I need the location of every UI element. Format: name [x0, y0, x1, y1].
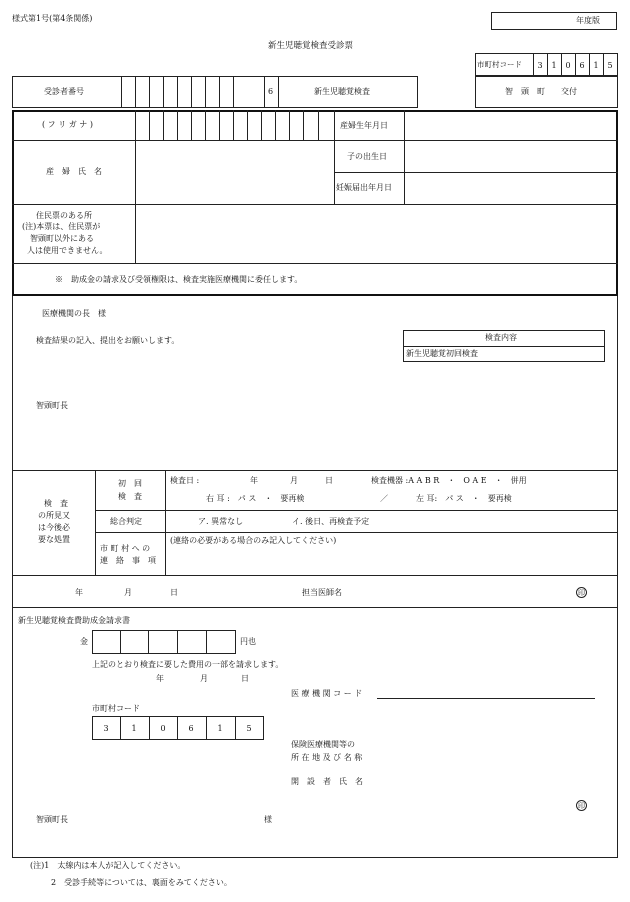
- form-number: 様式第1号(第4条関係): [12, 14, 93, 23]
- exam-content-value: 新生児聴覚初回検査: [406, 349, 478, 358]
- edition-label: 年度版: [576, 16, 600, 25]
- note-2: 2 受診手続等については、裏面をみてください。: [51, 878, 232, 887]
- claim-muni-code-box: [92, 716, 264, 740]
- muni-code-label: 市町村コード: [477, 60, 522, 69]
- right-ear-result: 右 耳 : パ ス ・ 要再検: [206, 494, 305, 503]
- doctor-name-label: 担当医師名: [302, 588, 342, 597]
- findings-side-label: の所見又: [38, 511, 70, 520]
- exam-content-title: 検査内容: [485, 333, 517, 342]
- amount-box: [92, 630, 236, 654]
- request-sender: 智頭町長: [36, 401, 68, 410]
- muni-code-digit: 3: [537, 61, 543, 70]
- request-body: 検査結果の記入、提出をお願いします。: [36, 336, 180, 345]
- claim-statement: 上記のとおり検査に要した費用の一部を請求します。: [92, 660, 284, 669]
- left-ear-result: 左 耳: パ ス ・ 要再検: [416, 494, 512, 503]
- claim-month: 月: [200, 674, 208, 683]
- exam-date-day: 日: [325, 476, 333, 485]
- note-1: (注)1 太線内は本人が記入してください。: [30, 861, 186, 870]
- claim-title: 新生児聴覚検査費助成金請求書: [18, 616, 130, 625]
- muni-code-digit: 1: [551, 61, 557, 70]
- birthdate-label: 産婦生年月日: [340, 121, 388, 130]
- muni-code-digit: 0: [565, 61, 571, 70]
- pregnancy-report-label: 妊娠届出年月日: [336, 183, 392, 192]
- address-note: (注)本票は、住民票が: [22, 222, 101, 231]
- amount-prefix: 金: [80, 637, 88, 646]
- claim-day: 日: [241, 674, 249, 683]
- ear-separator: ／: [380, 494, 388, 503]
- judgement-option-a: ア. 異常なし: [198, 517, 244, 526]
- institution-code-label: 医 療 機 関 コ ー ド: [291, 689, 363, 698]
- muni-code-digit: 5: [607, 61, 613, 70]
- exam-device-options: 検査機器 :A A B R ・ O A E ・ 併用: [371, 476, 527, 485]
- address-note: 人は使用できません。: [27, 246, 108, 255]
- muni-code-digit: 1: [593, 61, 599, 70]
- child-birth-label: 子の出生日: [347, 152, 387, 161]
- claim-muni-code-digit: 3: [103, 724, 109, 733]
- examinee-number-prefix: 6: [268, 87, 274, 96]
- issuer-label: 智 頭 町 交付: [505, 87, 577, 96]
- contact-label: 連 絡 事 項: [100, 556, 156, 565]
- claim-muni-code-label: 市町村コード: [92, 704, 140, 713]
- muni-code-digit: 6: [579, 61, 585, 70]
- examinee-number-label: 受診者番号: [44, 87, 84, 96]
- exam-name: 新生児聴覚検査: [314, 87, 370, 96]
- address-note: 智頭町以外にある: [30, 234, 94, 243]
- request-addressee: 医療機関の長 様: [42, 309, 106, 318]
- claim-year: 年: [156, 674, 164, 683]
- findings-side-label: は今後必: [38, 523, 70, 532]
- sign-month: 月: [124, 588, 132, 597]
- furigana-label: ( フ リ ガ ナ ): [42, 120, 93, 129]
- findings-side-label: 検 査: [44, 499, 68, 508]
- judgement-label: 総合判定: [110, 517, 142, 526]
- sign-day: 日: [170, 588, 178, 597]
- claim-sama: 様: [264, 815, 272, 824]
- institution-name-label: 所 在 地 及 び 名 称: [291, 753, 363, 762]
- founder-name-label: 開 設 者 氏 名: [291, 777, 363, 786]
- claim-muni-code-digit: 5: [246, 724, 252, 733]
- claim-addressee: 智頭町長: [36, 815, 68, 824]
- institution-name-label: 保険医療機関等の: [291, 740, 355, 749]
- claim-muni-code-digit: 1: [131, 724, 137, 733]
- initial-exam-label: 初 回: [118, 479, 142, 488]
- institution-code-line: [377, 698, 595, 699]
- claim-muni-code-digit: 0: [160, 724, 166, 733]
- exam-date-month: 月: [290, 476, 298, 485]
- form-title: 新生児聴覚検査受診票: [268, 41, 354, 51]
- applicant-section: [12, 110, 618, 296]
- findings-side-label: 要な処置: [38, 535, 70, 544]
- claim-muni-code-digit: 6: [188, 724, 194, 733]
- claim-muni-code-digit: 1: [217, 724, 223, 733]
- exam-date-label: 検査日 :: [170, 476, 200, 485]
- founder-seal-icon: 印: [578, 802, 585, 810]
- contact-label: 市 町 村 へ の: [100, 544, 151, 553]
- delegation-note: ※ 助成金の請求及び受領権限は、検査実施医療機関に委任します。: [55, 275, 303, 284]
- mother-name-label: 産 婦 氏 名: [46, 167, 102, 176]
- sign-year: 年: [75, 588, 83, 597]
- address-label: 住民票のある所: [36, 211, 92, 220]
- contact-note: (連絡の必要がある場合のみ記入してください): [170, 536, 337, 545]
- exam-date-year: 年: [250, 476, 258, 485]
- judgement-option-b: イ. 後日、再検査予定: [292, 517, 370, 526]
- initial-exam-label: 検 査: [118, 492, 142, 501]
- doctor-seal-icon: 印: [578, 589, 585, 597]
- amount-suffix: 円也: [240, 637, 256, 646]
